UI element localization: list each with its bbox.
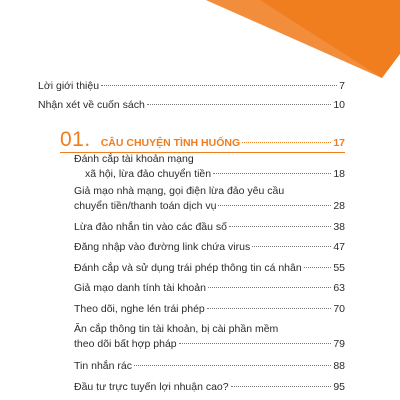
dot-leader <box>231 386 332 387</box>
toc-entry-page: 95 <box>333 381 345 393</box>
toc-entry-page: 47 <box>333 241 345 253</box>
toc-entry-page: 18 <box>333 168 345 180</box>
toc-section-title: Tin nhắn rác <box>74 360 132 372</box>
dot-leader <box>252 246 331 247</box>
dot-leader <box>179 343 332 344</box>
dot-leader <box>229 226 331 227</box>
chapter-title: CÂU CHUYỆN TÌNH HUỐNG <box>100 137 241 149</box>
toc-entry-title: Nhận xét về cuốn sách <box>38 99 145 111</box>
toc-entry-page: 79 <box>333 338 345 350</box>
dot-leader <box>147 104 331 105</box>
toc-section-line1: Giả mạo nhà mạng, gọi điện lừa đảo yêu cầu <box>74 185 285 197</box>
toc-entry-page: 70 <box>333 303 345 315</box>
toc-entry-page: 55 <box>333 262 345 274</box>
toc-section[interactable] <box>85 167 345 181</box>
dot-leader <box>304 267 332 268</box>
dot-leader <box>213 173 331 174</box>
toc-entry-intro[interactable] <box>38 79 345 93</box>
toc-section[interactable] <box>74 240 345 254</box>
toc-entry-page: 63 <box>333 282 345 294</box>
toc-entry-page: 38 <box>333 221 345 233</box>
toc-section[interactable] <box>74 302 345 316</box>
dot-leader <box>134 365 331 366</box>
toc-section-line2: xã hội, lừa đảo chuyển tiền <box>85 168 212 180</box>
toc-section-title: Giả mạo danh tính tài khoản <box>74 282 206 294</box>
toc-entry-page: 88 <box>333 360 345 372</box>
orange-corner-decoration <box>0 0 400 80</box>
toc-section[interactable] <box>74 261 345 275</box>
toc-section-title: Theo dõi, nghe lén trái phép <box>74 303 205 315</box>
toc-entry-page: 7 <box>339 80 345 92</box>
toc-section-line1: Ăn cắp thông tin tài khoản, bị cài phần mềm <box>74 323 279 335</box>
chapter-page: 17 <box>333 137 345 149</box>
toc-section[interactable] <box>74 220 345 234</box>
toc-section-line1: Đánh cắp tài khoản mạng <box>74 153 194 165</box>
toc-section-line2: chuyển tiền/thanh toán dịch vụ <box>74 200 217 212</box>
toc-section[interactable] <box>74 199 345 213</box>
dot-leader <box>208 287 331 288</box>
toc-section-line2: theo dõi bất hợp pháp <box>74 338 177 350</box>
toc-section-title: Đánh cắp và sử dụng trái phép thông tin cá nhân <box>74 262 302 274</box>
toc-entry-page: 28 <box>333 200 345 212</box>
dot-leader <box>207 308 332 309</box>
dot-leader <box>218 205 331 206</box>
chapter-heading[interactable] <box>60 128 345 152</box>
dot-leader <box>101 85 337 86</box>
toc-entry-page: 10 <box>333 99 345 111</box>
toc-section[interactable] <box>74 359 345 373</box>
toc-section-title: Lừa đảo nhắn tin vào các đầu số <box>74 221 227 233</box>
toc-section[interactable] <box>74 281 345 295</box>
toc-section[interactable] <box>74 337 345 351</box>
toc-entry-title: Lời giới thiệu <box>38 80 100 92</box>
toc-entry-review[interactable] <box>38 98 345 112</box>
dot-leader <box>242 142 331 143</box>
toc-section[interactable] <box>74 380 345 394</box>
toc-section-title: Đầu tư trực tuyến lợi nhuận cao? <box>74 381 229 393</box>
toc-section-title: Đăng nhập vào đường link chứa virus <box>74 241 251 253</box>
chapter-number: 01. <box>60 128 91 151</box>
